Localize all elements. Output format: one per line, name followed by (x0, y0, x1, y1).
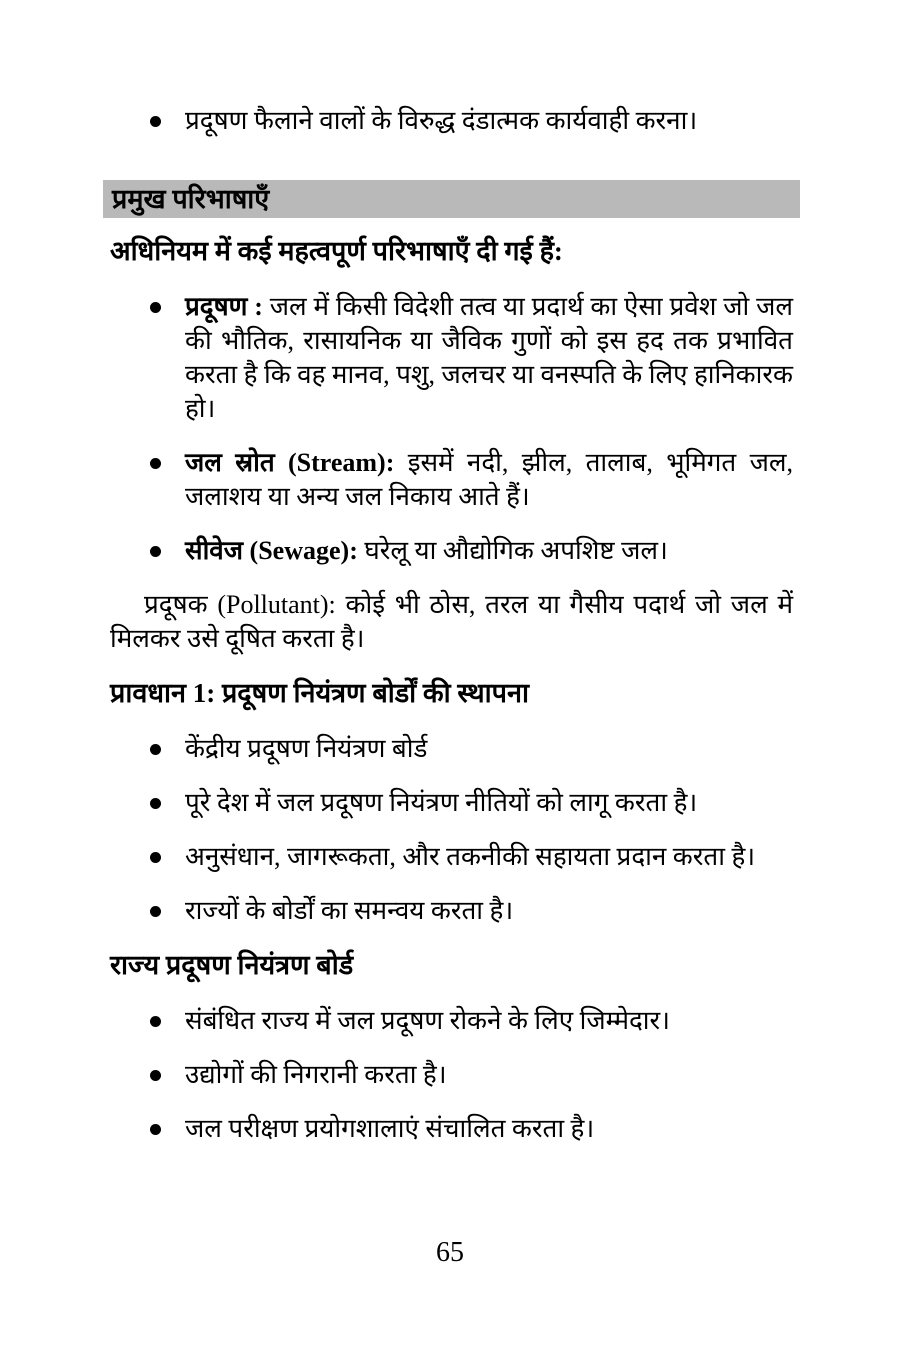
list-item-text: उद्योगों की निगरानी करता है। (185, 1060, 447, 1089)
list-item (110, 840, 793, 874)
definition-text (185, 290, 793, 426)
bullet-marker-icon (150, 744, 161, 755)
definition-body: घरेलू या औद्योगिक अपशिष्ट जल। (364, 536, 668, 565)
list-item (110, 1058, 793, 1092)
definition-term: जल स्रोत (Stream): (185, 448, 395, 477)
highlighted-section-heading-text: प्रमुख परिभाषाएँ (112, 184, 270, 214)
bullet-marker-icon (150, 1016, 161, 1027)
list-item-text: संबंधित राज्य में जल प्रदूषण रोकने के लिए जिम्मेदार। (185, 1006, 671, 1035)
intro-bullet-item (110, 104, 793, 138)
definition-body: इसमें नदी, झील, तालाब, भूमिगत जल, जलाशय या अन्य जल निकाय आते हैं। (185, 448, 793, 511)
section-heading-state-board: राज्य प्रदूषण नियंत्रण बोर्ड (110, 950, 354, 980)
bullet-marker-icon (150, 546, 161, 557)
pollutant-term: प्रदूषक (Pollutant): (144, 590, 336, 619)
list-item-text: पूरे देश में जल प्रदूषण नियंत्रण नीतियों को लागू करता है। (185, 788, 698, 817)
bullet-marker-icon (150, 1124, 161, 1135)
definitions-lead-line: अधिनियम में कई महत्वपूर्ण परिभाषाएँ दी गई हैं: (110, 236, 563, 266)
definition-text (185, 534, 793, 568)
definition-term: सीवेज (Sewage): (185, 536, 358, 565)
bullet-marker-icon (150, 1070, 161, 1081)
list-item (110, 1112, 793, 1146)
definition-item (110, 534, 793, 568)
definition-item (110, 290, 793, 426)
definition-term: प्रदूषण : (185, 292, 263, 321)
definition-text (185, 446, 793, 514)
pollutant-paragraph (110, 588, 793, 656)
list-item (110, 786, 793, 820)
list-item-text: केंद्रीय प्रदूषण नियंत्रण बोर्ड (185, 734, 428, 763)
list-item (110, 1004, 793, 1038)
bullet-marker-icon (150, 116, 161, 127)
definition-item (110, 446, 793, 514)
bullet-marker-icon (150, 906, 161, 917)
bullet-marker-icon (150, 458, 161, 469)
section-heading-provision1: प्रावधान 1: प्रदूषण नियंत्रण बोर्डों की स्थापना (110, 678, 529, 708)
bullet-marker-icon (150, 852, 161, 863)
pollutant-body: कोई भी ठोस, तरल या गैसीय पदार्थ जो जल में मिलकर उसे दूषित करता है। (110, 590, 793, 653)
bullet-marker-icon (150, 302, 161, 313)
list-item-text: राज्यों के बोर्डों का समन्वय करता है। (185, 896, 514, 925)
list-item-text: अनुसंधान, जागरूकता, और तकनीकी सहायता प्रदान करता है। (185, 842, 756, 871)
highlighted-section-heading (103, 180, 800, 218)
page-number: 65 (436, 1237, 464, 1268)
definition-body: जल में किसी विदेशी तत्व या प्रदार्थ का ऐसा प्रवेश जो जल की भौतिक, रासायनिक या जैविक गुणों को इस हद तक प्रभावित करता है कि वह मानव, पशु, जलचर या वनस्पति के लिए हानिकारक हो। (185, 292, 793, 423)
list-item (110, 894, 793, 928)
list-item-text: जल परीक्षण प्रयोगशालाएं संचालित करता है। (185, 1114, 595, 1143)
list-item (110, 732, 793, 766)
intro-bullet-text: प्रदूषण फैलाने वालों के विरुद्ध दंडात्मक कार्यवाही करना। (185, 106, 698, 135)
bullet-marker-icon (150, 798, 161, 809)
definitions-list (110, 290, 793, 568)
central-board-list (110, 732, 793, 928)
state-board-list (110, 1004, 793, 1146)
